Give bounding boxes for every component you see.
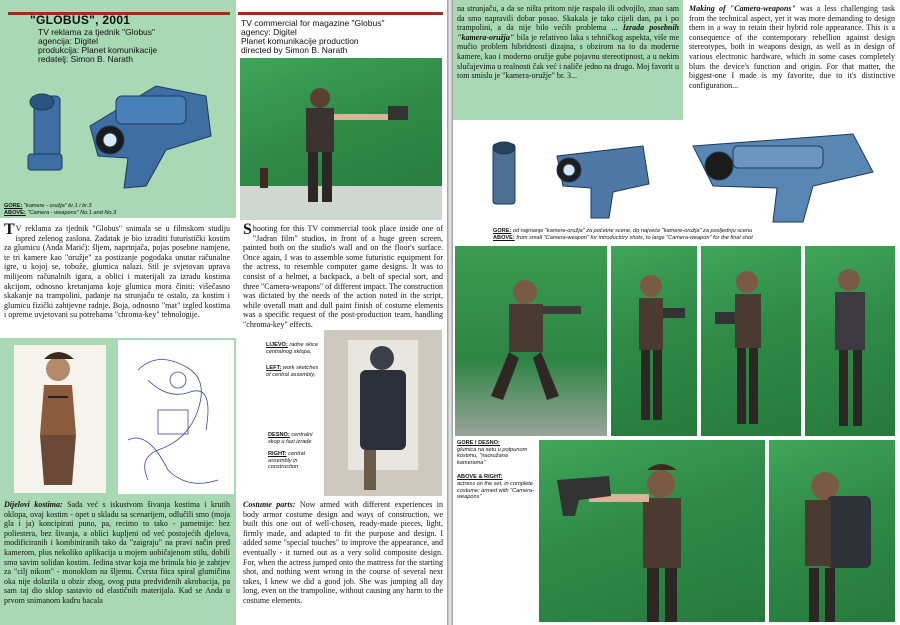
caption-text: "Camera - weapons" No.1 and No.3	[27, 209, 117, 216]
page-title: "GLOBUS", 2001	[30, 13, 131, 27]
actress-crouching	[455, 246, 607, 436]
credit-line: Planet komunikacije production	[241, 36, 359, 46]
caption-label: RIGHT:	[268, 451, 287, 458]
caption-text: centralni skop u fazi izrade	[268, 432, 313, 445]
paragraph: V reklama za tjednik "Globus" snimala se u filmskom studiju ispred zelenog zaslona. Zadatak je bio izraditi futuristički kostim za glumicu (Anda Marić): šljem, naprtnjača, pojas posebne namjene, te tri kamere kao "oružje" za postizanje pogodaka unutar računalne igre, u kojoj se, tobože, glumica nalazi. Stil je svjetovan uprava milijeom računalnih igara, a oblici i materijali za izradu kostima akcijom, odnosno kretanjama koje glumica mora činiti: višečasno skakanje na trampolini, padanje na strunjaču te ostalo, za kostim i glumicu fizički zahtjevne radnje. Boja, odnosno "mat" izgled kostima i opreme uvjetovani su potrebama "chroma-key" tehnologije.	[4, 224, 230, 320]
caption-text: central assembly in construction	[268, 451, 306, 471]
credit-line: produkcija: Planet komunikacije	[38, 45, 158, 55]
costume-sketch-colored	[14, 345, 106, 493]
actress-aiming	[539, 440, 765, 622]
actress-back	[805, 246, 895, 436]
caption-label: LIJEVO:	[266, 342, 288, 348]
actress-backpack-photo	[769, 440, 895, 622]
credit-line: redatelj: Simon B. Narath	[38, 54, 133, 64]
caption-label: ABOVE & RIGHT:	[457, 474, 503, 481]
paragraph: was a less challenging task from the technical aspect, yet it was more demanding to design them in a way to retain their hybrid role appearance. This is a consequence of the contemporary rebellion against design stereotypes, both in weapons design, as well as in design of various electronic hardware, which in some cases completely blurs the device's function and origin. For that matter, the biggest-one I made is my favorite, due to it's distinctive configuration...	[689, 4, 896, 90]
caption-label: GORE:	[4, 203, 23, 209]
actress-set-photo-3	[701, 246, 801, 436]
caption-text: od najmanje "kamere-oružja" za početne scene, do najveće "kamere-oružja" za posljednju scenu	[512, 228, 753, 234]
costume-sketch-lines	[118, 340, 234, 494]
credits-english	[241, 19, 446, 55]
caption-text: "kamere - oružja" br.1 i br.3	[23, 203, 92, 209]
title-rule-right	[238, 12, 443, 15]
caption-label: ABOVE:	[4, 209, 26, 216]
credits-croatian	[38, 28, 233, 64]
credit-line: TV reklama za tjednik "Globus"	[38, 27, 156, 37]
body-croatian-2	[4, 500, 230, 606]
paragraph-lead: Izrada posebnih "kamera-oružja"	[457, 23, 680, 42]
actress-figure	[240, 58, 442, 220]
actress-aiming-photo	[539, 440, 765, 622]
caption-text: glumica na setu u potpunom kostimu, "naoružana kamerama"	[457, 446, 528, 466]
caption-guns-right	[493, 228, 893, 241]
actress-set-photo-1	[455, 246, 607, 436]
caption-label: LEFT:	[266, 365, 282, 372]
paragraph: bila je relativno laka s tehničkog aspekta, više me mučio problem hibridnosti dizajna, s obzirom na to da moderne kamere, kao i moderno oružje gube pojavnu stereotipnost, a u nekim slučajevima u realnosti čak već i naliče jedno na drugo. Moj favorit u tom smislu je "kamera-oružje" br. 3...	[457, 32, 679, 81]
paragraph: hooting for this TV commercial took place inside one of "Jadran film" studios, in front of a huge green screen, painted both on the studio's wall and on the floor's surface. Once again, I was to assemble some futuristic equipment for the actress, to resemble computer game designs. It was to consist of a helmet, a backpack, a belt of special sort, and three "Camera-weapons" of different impact. The construction was dictated by the needs of the action noted in the script, while overall matt and dull paint finish of costume elements was a specific request of the post-production team, handling "chroma-key" effects.	[243, 224, 443, 329]
actress-standing	[611, 246, 697, 436]
caption-text: radne skice centralnog sklopa,	[266, 342, 318, 355]
body-english-1	[243, 221, 443, 330]
body-english-2	[243, 500, 443, 606]
actress-set-photo-4	[805, 246, 895, 436]
caption-sketches	[266, 342, 321, 378]
left-page	[0, 0, 447, 625]
body-english-3	[689, 4, 895, 90]
greenscreen-actress-photo	[240, 58, 442, 220]
backpack-construction-photo	[324, 330, 442, 496]
paragraph-lead: Dijelovi kostima:	[4, 500, 63, 509]
credit-line: TV commercial for magazine "Globus"	[241, 18, 385, 28]
paragraph-lead: Making of "Camera-weapons"	[689, 4, 796, 13]
credit-line: directed by Simon B. Narath	[241, 45, 348, 55]
actress-set-photo-2	[611, 246, 697, 436]
paragraph: na strunjaču, a da se ništa pritom nije raspalo ili odvojilo, znao sam da smo napravili dobar posao. Skakala je tako cijeli dan, pa i po trampolini, a da nije bilo većih problema ...	[457, 4, 679, 33]
body-croatian-1	[4, 221, 230, 320]
right-page	[453, 0, 900, 625]
credit-line: agencija: Digitel	[38, 36, 99, 46]
paragraph-lead: Costume parts:	[243, 500, 296, 509]
caption-label: GORE:	[493, 228, 512, 234]
caption-guns-left	[4, 203, 224, 216]
caption-text: from small "Camera-weapon" for introductory shots, to large "Camera-weapon" for the final shot	[516, 234, 753, 241]
caption-label: DESNO:	[268, 432, 290, 438]
drop-cap: S	[243, 221, 252, 238]
caption-label: GORE I DESNO:	[457, 440, 500, 446]
camera-weapons-photo	[6, 66, 232, 202]
body-croatian-3	[457, 4, 679, 81]
caption-label: ABOVE:	[493, 234, 515, 241]
paragraph: Now armed with different experiences in body armor costume design and ways of construction, we built this one out of well-chosen, ready-made pieces, light, firmly made, and adapted to fit the purpose and design. I added some "special touches" to improve the appearance, and eventually - it turned out as a very solid composite design. For, when the actress jumped onto the mattress for the starting shot, and nothing went wrong in the course of several next takes, I knew we did a good job. She was jumping all day long, even on the trampoline, without causing any harm to the costume elements.	[243, 500, 443, 605]
caption-text: work sketches of central assembly,	[266, 365, 319, 378]
paragraph: Sada već s iskustvom šivanja kostima i krutih oklopa, ovaj kostim - opet u skladu sa scenarijem, odlučili smo (moja gla i ja) koncipirati puno, pa, recimo to tako - pametnije: bez poliestera, bez šivanja, a oblici kupljeni od već postojećih djelova, modificiranih i kombiniranih tako da "zaigraju" na pravi način pred kamerom, plus nekoliko aplikacija u mojem uobičajenom stilu, dobili smo savim solidan kostim. Jedina stvar koja me brinula bio je zahtjev za "cilj nikom" - monoklom na šljemu. Čvrsta fiica spiral glumičina oka nije dolazila u obzir zbog, ovog puta predviđenih akrobacija, pa sam taj dio sklop sastavio od elastičnih materijala. Kad se Anda u prvom snimanom kadru bacala	[4, 500, 230, 605]
drop-cap: T	[4, 221, 15, 238]
actress-standing-side	[701, 246, 801, 436]
credit-line: agency: Digitel	[241, 27, 297, 37]
actress-backpack	[769, 440, 895, 622]
backpack-figure	[324, 330, 442, 496]
camera-weapons-row-photo	[473, 126, 893, 226]
caption-text: actress on the set, in complete costume; armed with "Camera-weapons"	[457, 480, 534, 501]
caption-actress	[457, 440, 537, 501]
caption-backpack	[268, 432, 323, 471]
